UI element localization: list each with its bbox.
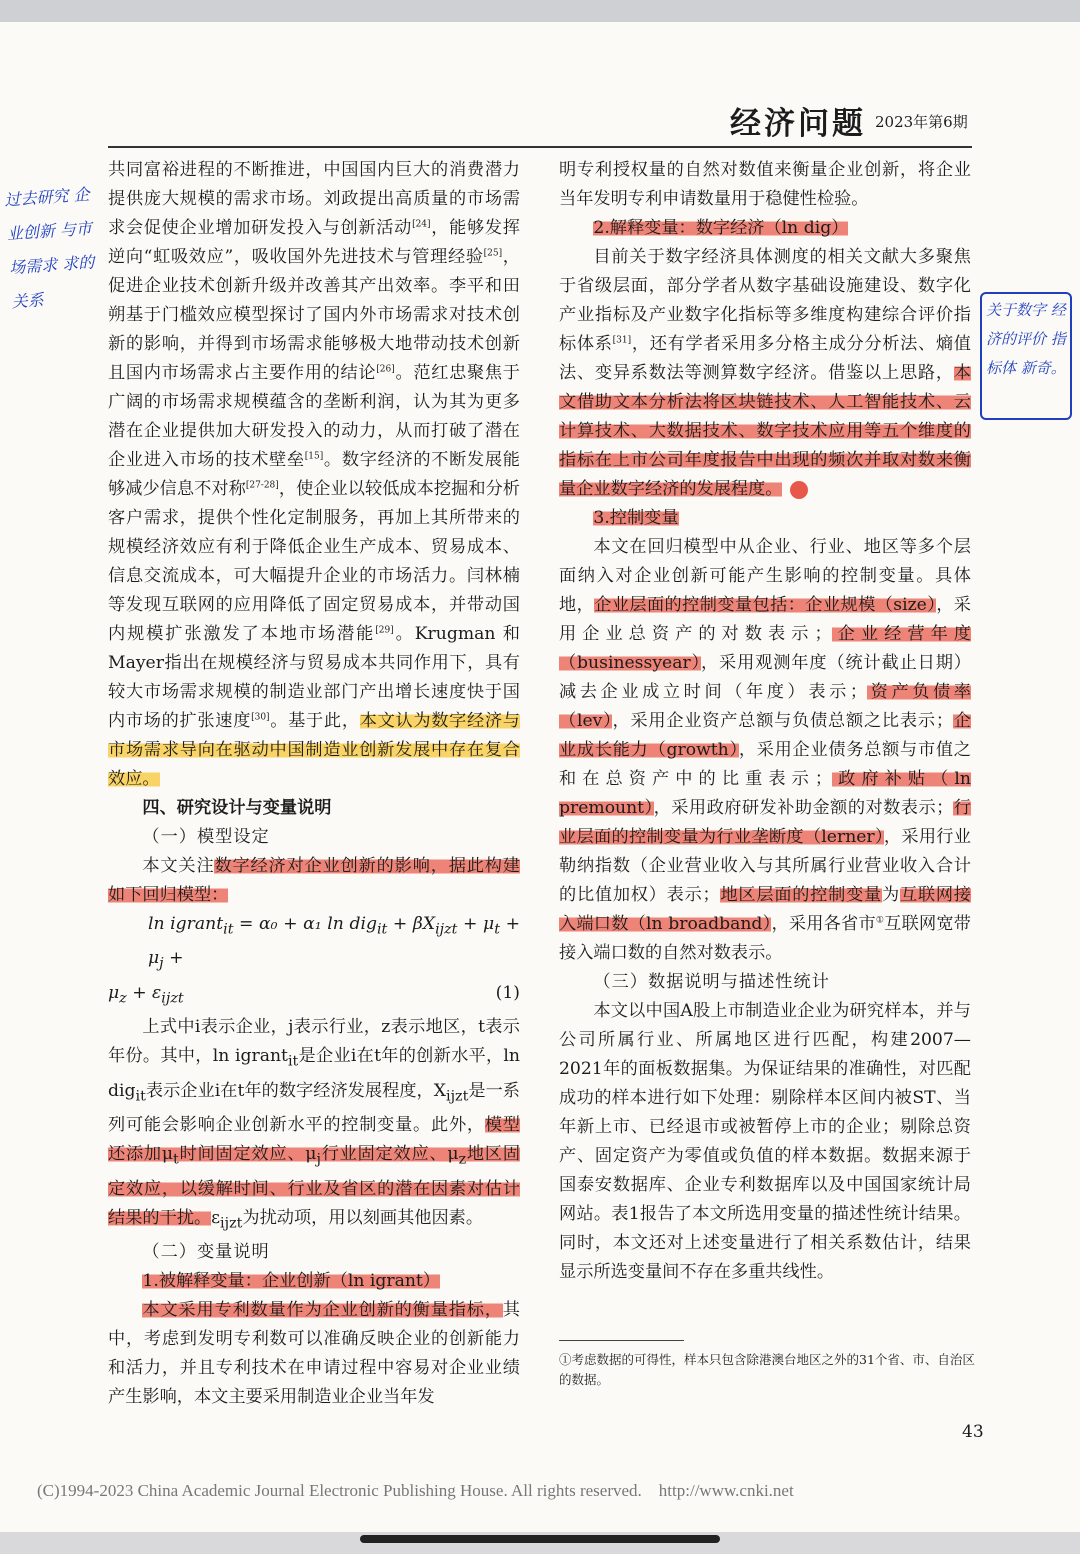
eq-term: + βX bbox=[387, 914, 436, 934]
paragraph-continued: 明专利授权量的自然对数值来衡量企业创新，将企业当年发明专利申请数量用于稳健性检验。 bbox=[559, 160, 971, 209]
text: ，采用各省市 bbox=[771, 914, 876, 934]
text: 行业固定效应、μ bbox=[320, 1144, 459, 1165]
page-number: 43 bbox=[962, 1422, 984, 1442]
journal-title: 经济问题 bbox=[730, 106, 866, 142]
home-indicator[interactable] bbox=[360, 1535, 720, 1543]
red-highlight: 3.控制变量 bbox=[593, 508, 679, 528]
red-highlight: 模型还添加$\mu_t$时间固定效应、$\mu_j$行业固定效应、$\mu_z$地区固定效应，以缓解时间、行业及省区的潜在因素对估计结果的干扰。 bbox=[108, 1115, 521, 1228]
subsection-heading-data: （三）数据说明与描述性统计 bbox=[593, 972, 830, 992]
subsection-heading-model: （一）模型设定 bbox=[142, 827, 270, 847]
handwritten-note-left: 过去研究 企业创新 与市场需求 求的关系 bbox=[3, 184, 95, 312]
text: ，采用政府研发补助金额的对数表示； bbox=[653, 798, 954, 818]
equation-line-2: $\mu_z + \varepsilon_{ijzt}$ (1) bbox=[108, 979, 520, 1013]
text: ，促进企业技术创新升级并改善其产出效率。李平和田朔基于门槛效应模型探讨了国内外市场需求对技术创新的影响，并得到市场需求能够极大地带动技术创新且国内市场需求占主要作用的结论 bbox=[108, 247, 520, 383]
eq-term: μ bbox=[108, 982, 120, 1003]
text: 本文关注 bbox=[142, 856, 215, 876]
red-highlight: 政府补贴（ln premount） bbox=[559, 769, 971, 818]
eq-term: ln igrant bbox=[148, 914, 224, 934]
red-highlight: 2.解释变量：数字经济（ln dig） bbox=[593, 218, 849, 238]
paragraph-control-variables bbox=[559, 533, 971, 968]
paragraph-data: 本文以中国A股上市制造业企业为研究样本，并与公司所属行业、所属地区进行匹配，构建2007—2021年的面板数据集。为保证结果的准确性，对匹配成功的样本进行如下处理：剔除样本区间内被ST、当年新上市、已经退市或被暂停上市的企业；剔除总资产、固定资产为零值或负值的样本数据。数据来源于国泰安数据库、企业专利数据库以及中国国家统计局网站。表1报告了本文所选用变量的描述性统计结果。同时，本文还对上述变量进行了相关系数估计，结果显示所选变量间不存在多重共线性。 bbox=[559, 1001, 971, 1282]
text: ε bbox=[211, 1207, 221, 1228]
right-column bbox=[559, 156, 971, 1287]
text: 时间固定效应、μ bbox=[178, 1144, 317, 1165]
yellow-highlight: 本文认为数字经济与市场需求导向在驱动中国制造业创新发展中存在复合效应。 bbox=[108, 711, 520, 789]
variable-heading-1 bbox=[108, 1267, 520, 1296]
red-highlight: 数字经济对企业创新的影响，据此构建如下回归模型： bbox=[108, 856, 520, 905]
text: ，采用行业勒纳指数（企业营业收入与其所属行业营业收入合计的比值加权）表示； bbox=[559, 827, 971, 905]
red-highlight: 互联网接入端口数（ln broadband） bbox=[559, 885, 971, 934]
footnote-mark: ① bbox=[875, 915, 885, 926]
text: 共同富裕进程的不断推进，中国国内巨大的消费潜力提供庞大规模的需求市场。刘政提出高质量的市场需求会促使企业增加研发投入与创新活动 bbox=[108, 160, 520, 238]
red-highlight: 企业经营年度（businessyear） bbox=[559, 624, 971, 673]
citation: [15] bbox=[304, 451, 324, 462]
variable-heading-2 bbox=[559, 214, 971, 243]
text: 本文在回归模型中从企业、行业、地区等多个层面纳入对企业创新可能产生影响的控制变量。具体地， bbox=[559, 537, 971, 615]
variable-heading-3 bbox=[559, 504, 971, 533]
citation: [26] bbox=[376, 364, 395, 375]
footnote-rule bbox=[559, 1340, 684, 1341]
section-heading: 四、研究设计与变量说明 bbox=[142, 798, 332, 818]
red-highlight: 1.被解释变量：企业创新（ln igrant） bbox=[142, 1271, 441, 1292]
red-highlight: 企业成长能力（growth） bbox=[559, 711, 971, 760]
citation: [24] bbox=[412, 219, 431, 230]
text: ，能够发挥逆向“虹吸效应”，吸收国外先进技术与管理经验 bbox=[108, 218, 520, 267]
text: 目前关于数字经济具体测度的相关文献大多聚焦于省级层面，部分学者从数字基础设施建设、数字化产业指标及产业数字化指标等多维度构建综合评价指标体系 bbox=[559, 247, 971, 354]
citation: [25] bbox=[483, 248, 503, 259]
eq-term: + ε bbox=[126, 982, 162, 1003]
text: 。范红忠聚焦于广阔的市场需求规模蕴含的垄断利润，认为其为更多潜在企业提供加大研发投入的动力，从而打破了潜在企业进入市场的技术壁垒 bbox=[108, 363, 520, 470]
text: 互联网宽带接入端口数的自然对数表示。 bbox=[559, 914, 971, 963]
citation: [30] bbox=[251, 712, 270, 723]
paragraph-model-intro bbox=[108, 852, 520, 910]
red-highlight: 资产负债率（lev） bbox=[559, 682, 971, 731]
left-column bbox=[108, 156, 520, 1412]
paragraph-model-explain: 上式中i表示企业，j表示行业，z表示地区，t表示年份。其中，ln igrant$_{it}$是企业i在t年的创新水平，ln dig$_{it}$表示企业i在t年的数字经济发展程度，$X_{ijzt}$是一系列可能会影响企业创新水平的控制变量。此外，模型还添加$\mu_t$时间固定效应、$\mu_j$行业固定效应、$\mu_z$地区固定效应，以缓解时间、行业及省区的潜在因素对估计结果的干扰。$\varepsilon_{ijzt}$为扰动项，用以刻画其他因素。 bbox=[108, 1017, 521, 1232]
equation-number: (1) bbox=[495, 982, 520, 1003]
highlight-dot bbox=[790, 481, 808, 499]
text: 是一系列可能会影响企业创新水平的控制变量。此外， bbox=[108, 1080, 520, 1136]
text: ，采用企业资产总额与负债总额之比表示； bbox=[612, 711, 954, 731]
paragraph-literature bbox=[108, 156, 520, 794]
red-highlight: 本文借助文本分析法将区块链技术、人工智能技术、云计算技术、大数据技术、数字技术应用等五个维度的指标在上市公司年度报告中出现的频次并取对数来衡量企业数字经济的发展程度。 bbox=[559, 363, 971, 499]
text: 是企业i在t年的创新水平，ln dig bbox=[108, 1046, 520, 1101]
citation: [29] bbox=[375, 625, 394, 636]
text: 。基于此， bbox=[269, 711, 360, 731]
equation-line-1: ln igrant$_{it}$ = α₀ + α₁ $\ln dig_{it} + \beta X_{ijzt} + \mu_t + \mu_j$ + bbox=[148, 914, 520, 972]
text: 其中，考虑到发明专利数可以准确反映企业的创新能力和活力，并且专利技术在申请过程中容易对企业业绩产生影响，本文主要采用制造业企业当年发 bbox=[108, 1300, 520, 1408]
text: ，采用观测年度（统计截止日期）减去企业成立时间（年度）表示； bbox=[559, 653, 971, 702]
red-highlight: 本文采用专利数量作为企业创新的衡量指标， bbox=[142, 1300, 503, 1321]
text: 。Krugman 和 Mayer指出在规模经济与贸易成本共同作用下，具有较大市场需求规模的制造业部门产出增长速度快于国内市场的扩张速度 bbox=[108, 624, 520, 731]
running-header bbox=[710, 98, 990, 142]
text: 地区固定效应，以缓解时间、行业及省区的潜在因素对估计结果的干扰。 bbox=[108, 1144, 521, 1228]
citation: [31] bbox=[612, 335, 632, 346]
journal-issue: 2023年第6期 bbox=[875, 113, 968, 131]
text: 为扰动项，用以刻画其他因素。 bbox=[242, 1207, 484, 1228]
footnote: ①考虑数据的可得性，样本只包含除港澳台地区之外的31个省、市、自治区的数据。 bbox=[559, 1352, 975, 1387]
eq-term: + μ bbox=[148, 914, 520, 969]
text: 表示企业i在t年的数字经济发展程度，X bbox=[145, 1080, 446, 1101]
red-highlight: 地区层面的控制变量 bbox=[719, 885, 882, 905]
paragraph-digital-economy bbox=[559, 243, 971, 504]
eq-term: = α₀ + α₁ ln dig bbox=[233, 914, 377, 934]
text: ，使企业以较低成本挖掘和分析客户需求，提供个性化定制服务，再加上其所带来的规模经济效应有利于降低企业生产成本、贸易成本、信息交流成本，可大幅提升企业的市场活力。闫林楠等发现互联网的应用降低了固定贸易成本，并带动国内规模扩张激发了本地市场潜能 bbox=[108, 479, 520, 644]
text: ，还有学者采用多分格主成分分析法、熵值法、变异系数法等测算数字经济。借鉴以上思路， bbox=[559, 334, 971, 383]
text: 上式中i表示企业，j表示行业，z表示地区，t表示年份。其中，ln igrant bbox=[108, 1017, 520, 1067]
text: 为 bbox=[881, 885, 900, 905]
text: 模型还添加μ bbox=[108, 1115, 520, 1165]
eq-term: + μ bbox=[457, 914, 495, 934]
copyright-line: (C)1994-2023 China Academic Journal Electronic Publishing House. All rights reserved. http://www.cnki.net bbox=[37, 1481, 794, 1500]
header-rule bbox=[108, 146, 972, 148]
text: ，采用企业总资产的对数表示； bbox=[559, 595, 971, 644]
handwritten-note-right: 关于数字 经济的评价 指标体 新奇。 bbox=[980, 292, 1072, 420]
text: ，采用企业债务总额与市值之和在总资产中的比重表示； bbox=[559, 740, 971, 789]
paragraph-dependent-variable bbox=[108, 1296, 520, 1412]
red-highlight: 行业层面的控制变量为行业垄断度（lerner） bbox=[559, 798, 971, 847]
citation: [27-28] bbox=[245, 480, 279, 491]
red-highlight: 企业层面的控制变量包括：企业规模（size） bbox=[594, 595, 937, 615]
text: 。数字经济的不断发展能够减少信息不对称 bbox=[108, 450, 520, 499]
subsection-heading-variables: （二）变量说明 bbox=[142, 1242, 270, 1263]
